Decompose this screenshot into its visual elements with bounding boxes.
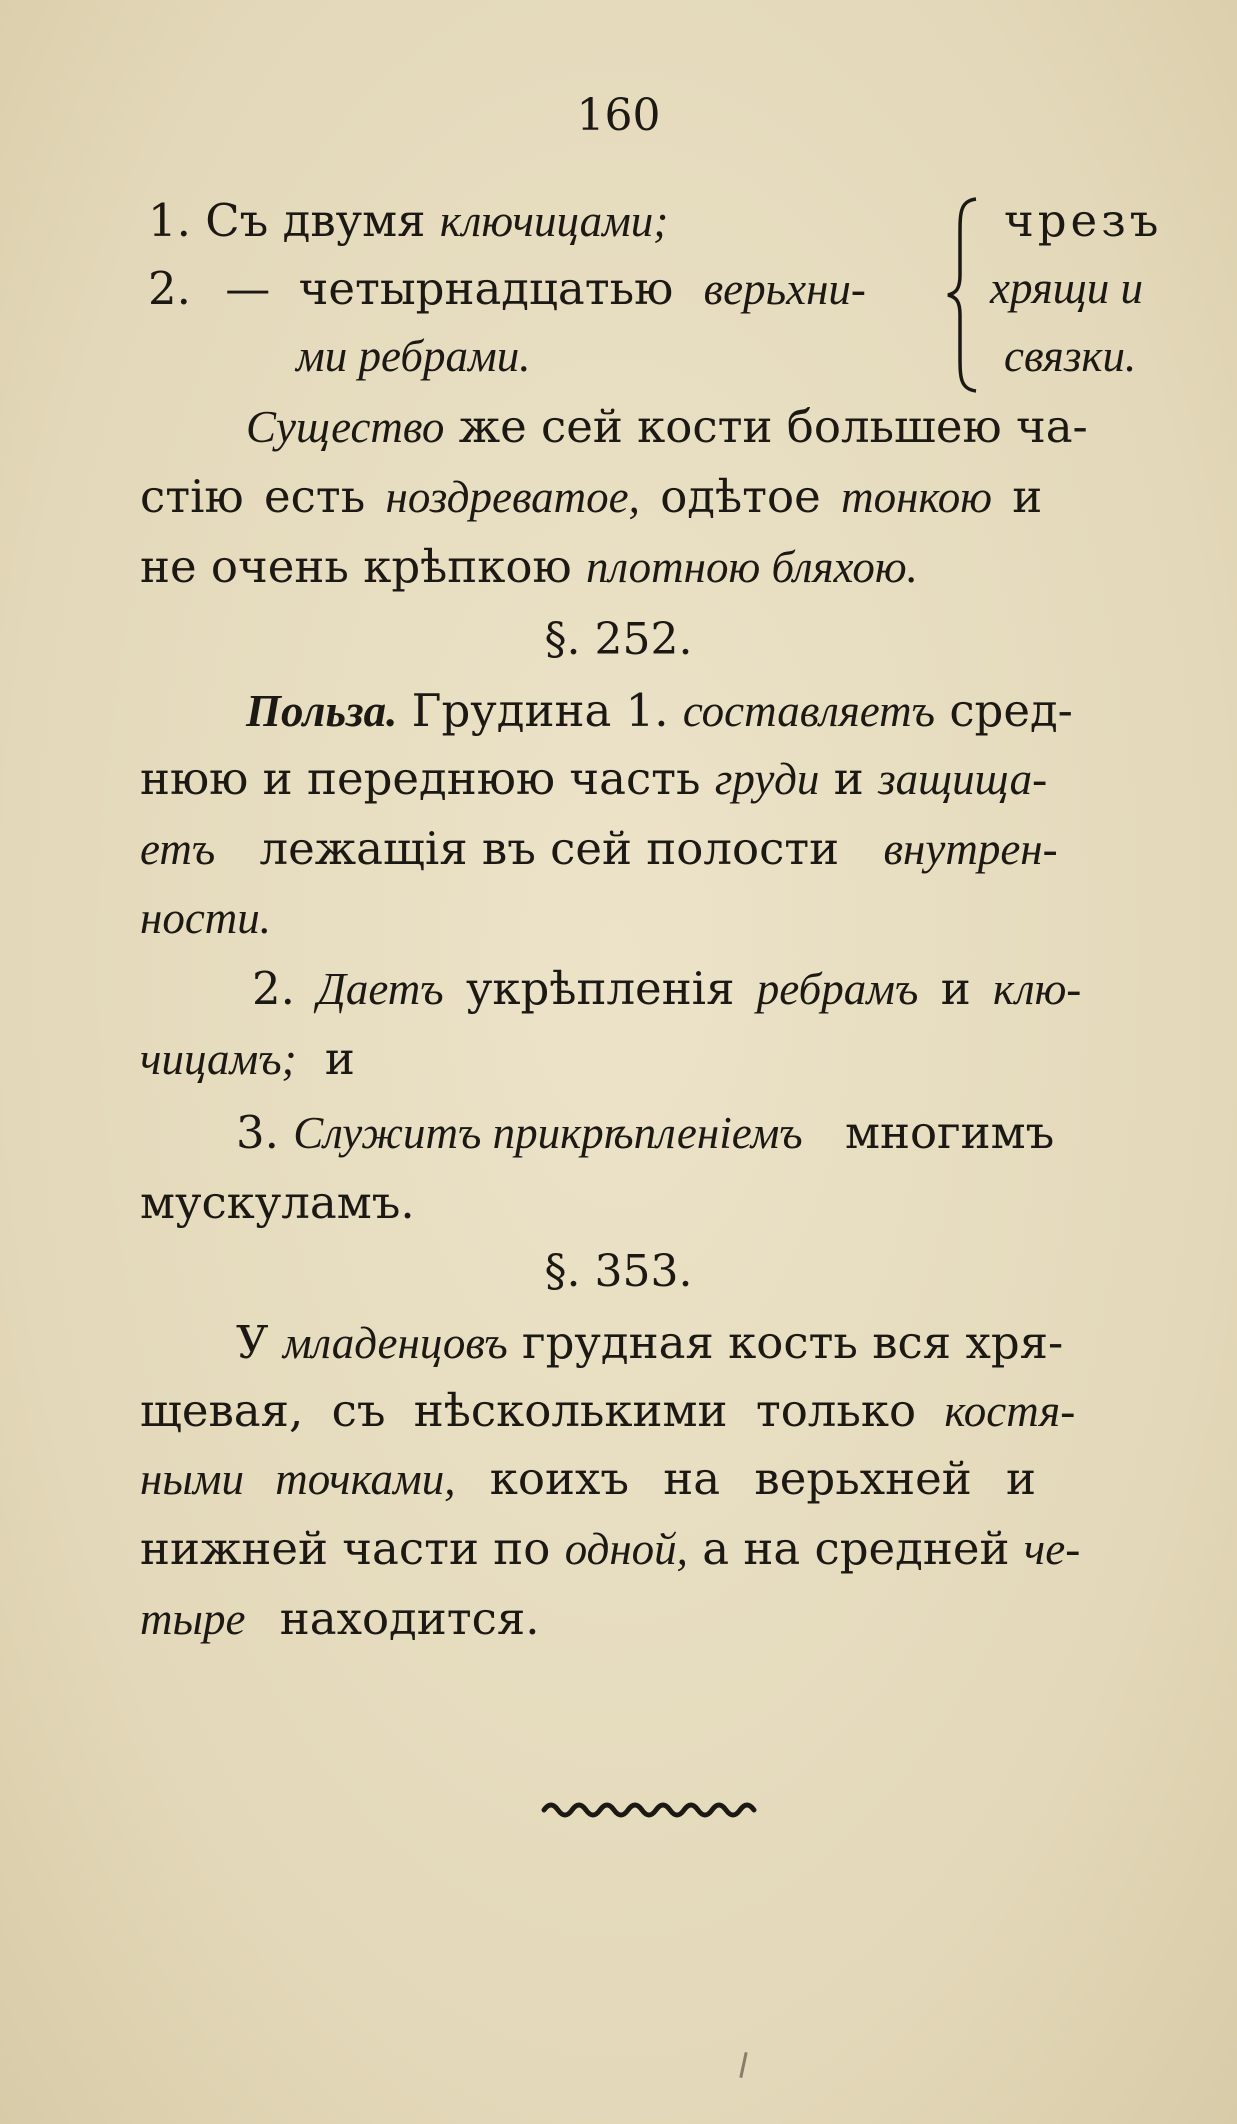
paragraph-5-line-4: [140, 1522, 1081, 1575]
print-mark: [739, 2052, 747, 2078]
paragraph-2-line-2: [140, 752, 1048, 805]
list-item-2: [148, 262, 866, 315]
text-run: многимъ: [844, 1106, 1055, 1159]
italic-term: защища-: [878, 754, 1048, 804]
italic-term: Польза.: [246, 686, 398, 736]
paragraph-5-line-2: [140, 1384, 1076, 1437]
italic-term: внутрен-: [883, 824, 1058, 874]
paragraph-2-line-3: [140, 822, 1058, 875]
section-heading-353: §. 353.: [544, 1246, 693, 1297]
text-run: щевая, съ нѣсколькими только: [140, 1384, 917, 1437]
text-run: 3.: [236, 1106, 279, 1159]
paragraph-4-line-2: мускуламъ.: [140, 1176, 415, 1229]
text-run: и: [324, 1032, 355, 1085]
paragraph-3-line-1: [252, 962, 1082, 1015]
section-heading-252: §. 252.: [544, 614, 693, 665]
italic-term: составляетъ: [682, 686, 936, 736]
italic-term: плотною бляхою.: [585, 542, 918, 592]
italic-term: одной,: [564, 1524, 688, 1574]
list-item-italic: верьхни-: [703, 264, 866, 314]
list-item-text: Съ двумя: [205, 194, 426, 247]
text-run: укрѣпленія: [465, 962, 735, 1015]
italic-term: ребрамъ: [756, 964, 919, 1014]
text-run: же сей кости большею ча-: [458, 400, 1088, 453]
paragraph-3-line-2: [140, 1032, 355, 1085]
italic-term: етъ: [140, 824, 216, 874]
paragraph-5-line-5: [140, 1592, 540, 1645]
list-item-number: 1.: [148, 194, 191, 247]
paragraph-5-line-3: [140, 1452, 1036, 1505]
italic-term: тыре: [140, 1594, 246, 1644]
list-item-1: [148, 194, 669, 247]
text-run: а на средней: [702, 1522, 1010, 1575]
paragraph-1-line-3: [140, 540, 918, 593]
italic-term: груди: [714, 754, 820, 804]
text-run: Грудина 1.: [411, 684, 669, 737]
italic-term: костя-: [944, 1386, 1076, 1436]
text-run: находится.: [279, 1592, 540, 1645]
text-run: лежащія въ сей полости: [259, 822, 840, 875]
text-run: грудная кость вся хря-: [522, 1316, 1064, 1369]
page-number: 160: [576, 90, 661, 141]
italic-term: Существо: [246, 402, 445, 452]
text-run: У: [236, 1316, 269, 1369]
curly-brace: [946, 195, 980, 395]
text-run: не очень крѣпкою: [140, 540, 572, 593]
paragraph-1-line-1: [246, 400, 1088, 453]
italic-term: ноздреватое,: [385, 472, 640, 522]
paragraph-2-line-4: ности.: [140, 893, 272, 943]
paragraph-2-line-1: [246, 684, 1073, 737]
paragraph-1-line-2: [140, 470, 1043, 523]
brace-label-1: чрезъ: [1004, 194, 1163, 247]
italic-term: тонкою: [841, 472, 992, 522]
italic-term: чицамъ;: [140, 1034, 297, 1084]
paragraph-4-line-1: [236, 1106, 1055, 1159]
text-run: коихъ на верьхней и: [489, 1452, 1036, 1505]
text-run: и: [1012, 470, 1043, 523]
italic-term: Служитъ прикрѣпленіемъ: [293, 1108, 803, 1158]
list-item-italic: ключицами;: [439, 196, 669, 246]
text-run: 2.: [252, 962, 295, 1015]
italic-term: Даетъ: [317, 964, 444, 1014]
list-item-number: 2.: [148, 262, 191, 315]
text-run: стію есть: [140, 470, 366, 523]
text-run: и: [833, 752, 864, 805]
italic-term: младенцовъ: [282, 1318, 508, 1368]
list-item-dash: —: [225, 262, 271, 315]
text-run: и: [940, 962, 971, 1015]
list-item-text: четырнадцатью: [298, 262, 674, 315]
paragraph-5-line-1: [236, 1316, 1064, 1369]
italic-term: ными точками,: [140, 1454, 456, 1504]
text-run: одѣтое: [660, 470, 821, 523]
text-run: нюю и переднюю часть: [140, 752, 701, 805]
brace-label-3: связки.: [1004, 331, 1137, 381]
brace-label-2: хрящи и: [990, 263, 1144, 313]
italic-term: клю-: [993, 964, 1082, 1014]
text-run: сред-: [949, 684, 1073, 737]
ornament-divider: [540, 1798, 760, 1822]
italic-term: че-: [1023, 1524, 1081, 1574]
text-run: нижней части по: [140, 1522, 551, 1575]
list-item-2-continuation: ми ребрами.: [296, 331, 531, 381]
